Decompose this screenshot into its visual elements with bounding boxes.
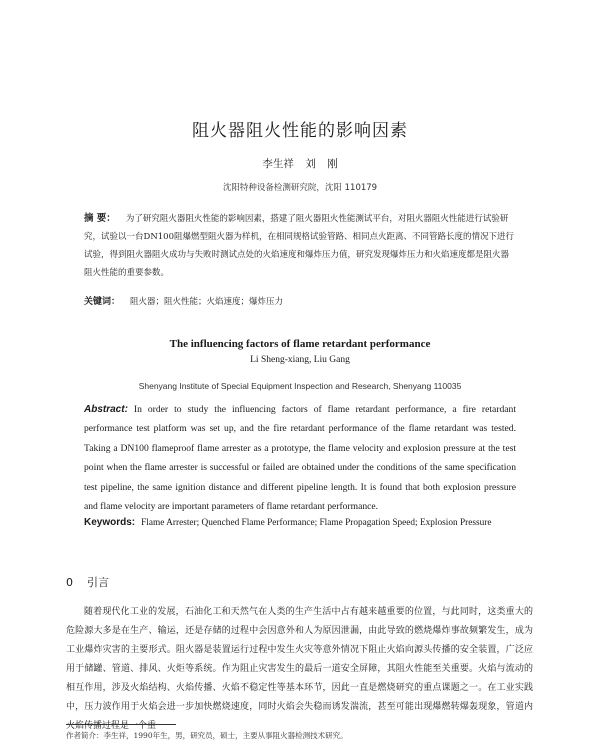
keywords-cn-text: 阻火器；阻火性能；火焰速度；爆炸压力	[130, 297, 284, 307]
abstract-en	[84, 400, 516, 516]
affiliation-cn: 沈阳特种设备检测研究院，沈阳 110179	[222, 183, 378, 193]
abstract-cn-text: 为了研究阻火器阻火性能的影响因素，搭建了阻火器阻火性能测试平台，对阻火器阻火性能进行试验研究，试验以一台DN100阻爆燃型阻火器为样机，在相同规格试验管路、相同点火距离、不同管路长度的情况下进行试验，得到阻火器阻火成功与失败时测试点处的火焰速度和爆炸压力值，研究发现爆炸压力和火焰速度都是阻火器阻火性能的重要参数。	[84, 214, 514, 278]
paper-title-en: The influencing factors of flame retardant performance	[169, 338, 431, 350]
keywords-en	[84, 513, 516, 533]
section-heading	[66, 574, 109, 590]
keywords-cn	[84, 294, 516, 307]
authors-cn: 李生祥 刘 刚	[262, 158, 338, 170]
paper-title-cn: 阻火器阻火性能的影响因素	[192, 121, 408, 141]
abstract-en-label: Abstract:	[84, 404, 128, 415]
abstract-en-text: In order to study the influencing factors of flame retardant performance, a fire retardant performance test platform was set up, and the fire retardant performance of the flame retardant was tested. Taking a DN100 flameproof flame arrester as a prototype, the flame velocity and explosion pressure at the test point when the flame arrester is successful or failed are obtained under the conditions of the same specification test pipeline, the same ignition distance and different pipeline length. It is found that both explosion pressure and flame velocity are important parameters of flame retardant performance.	[84, 404, 516, 513]
authors-en: Li Sheng-xiang, Liu Gang	[250, 355, 350, 365]
footnote: 作者简介：李生祥，1990年生，男，研究员，硕士，主要从事阻火器检测技术研究。	[66, 731, 348, 740]
keywords-en-text: Flame Arrester; Quenched Flame Performance; Flame Propagation Speed; Explosion Pressure	[141, 518, 492, 528]
section-number: 0	[66, 576, 73, 589]
keywords-en-label: Keywords:	[84, 517, 136, 528]
affiliation-en: Shenyang Institute of Special Equipment Inspection and Research, Shenyang 110035	[138, 381, 462, 391]
abstract-cn-label: 摘 要：	[84, 213, 116, 224]
body-paragraph: 随着现代化工业的发展，石油化工和天然气在人类的生产生活中占有越来越重要的位置，与此同时，这类重大的危险源大多是在生产、输运，还是存储的过程中会因意外和人为原因泄漏，由此导致的燃烧爆炸事故频繁发生，成为工业爆炸灾害的主要形式。阻火器是装置运行过程中发生火灾等意外情况下阻止火焰向源头传播的安全装置，广泛应用于储罐、管道、排风、火炬等系统。作为阻止灾害发生的最后一道安全屏障，其阻火性能至关重要。火焰与流动的相互作用，涉及火焰结构、火焰传播、火焰不稳定性等基本环节，因此一直是燃烧研究的重点课题之一。在工业实践中，压力波作用于火焰会进一步加快燃烧速度，同时火焰会失稳而诱发湍流，甚至可能出现爆燃转爆轰现象，管道内火焰传播过程是一个重	[66, 607, 533, 731]
section-title: 引言	[87, 576, 109, 589]
abstract-cn	[84, 210, 516, 282]
footnote-divider	[66, 724, 176, 725]
keywords-cn-label: 关键词：	[84, 297, 121, 307]
